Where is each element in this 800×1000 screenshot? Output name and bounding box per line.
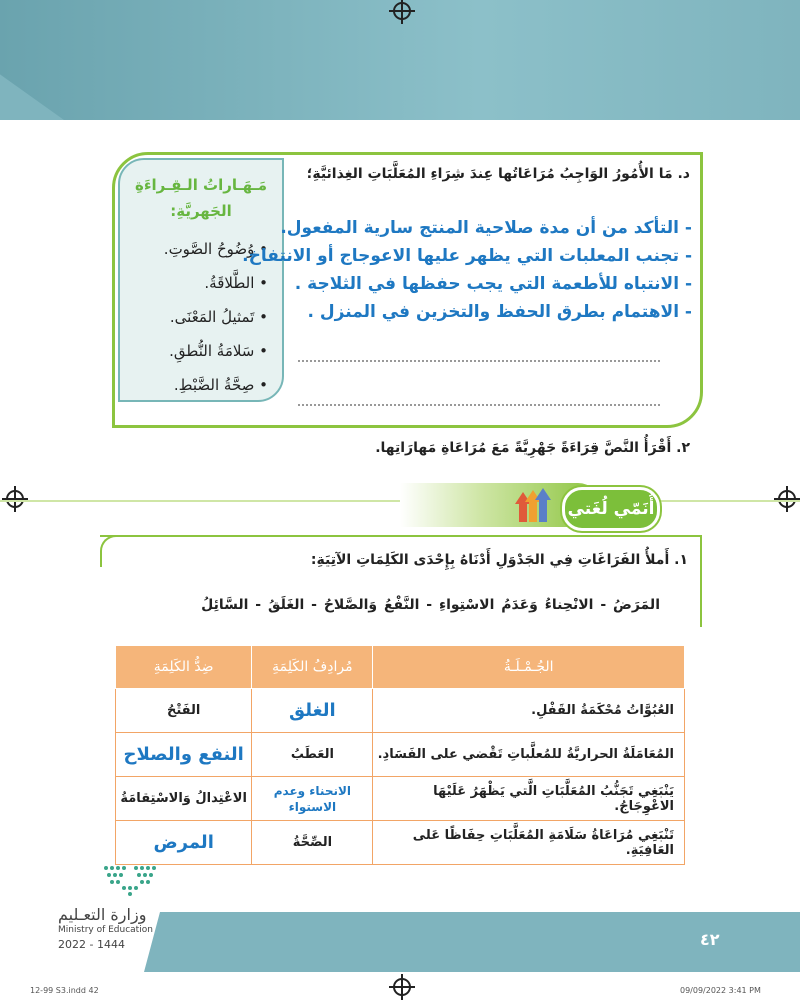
question-1: ١. أَملأُ الفَرَاغَاتِ فِي الجَدْوَلِ أَدْنَاهُ بِإِحْدَى الكَلِمَاتِ الآتِيَةِ: [310, 552, 688, 568]
header-sentence: الجُـمْـلَـةُ [373, 646, 685, 689]
page-number: ٤٢ [700, 930, 720, 949]
answer-line[interactable]: - تجنب المعلبات التي يظهر عليها الاعوجاج أو الانتفاخ. [242, 246, 692, 266]
growth-arrows-icon [515, 488, 555, 524]
ministry-year: 2022 - 1444 [58, 938, 125, 951]
skill-item: • سَلامَةُ النُّطقِ. [120, 334, 268, 368]
sentence-cell: العُبُوَّاتُ مُحْكَمَةُ القَفْلِ. [373, 689, 685, 733]
exercise-box [100, 535, 702, 627]
header-synonym: مُرادِفُ الكَلِمَةِ [252, 646, 373, 689]
answer-line[interactable]: - الاهتمام بطرق الحفظ والتخزين في المنزل . [307, 302, 692, 322]
section-title: أُنَمّي لُغَتي [562, 487, 660, 531]
word-bank: المَرَضُ - الانْحِناءُ وَعَدَمُ الاسْتِواءِ - النَّفْعُ وَالصَّلاحُ - الغَلَقُ - السَّائِلُ [201, 597, 660, 613]
registration-mark-icon [393, 978, 411, 996]
ministry-name-english: Ministry of Education [58, 925, 153, 935]
sentence-cell: المُعَامَلَةُ الحراريَّةُ للمُعلَّباتِ تَقْضي على الفَسَادِ. [373, 733, 685, 777]
header-antonym: ضِدُّ الكَلِمَةِ [116, 646, 252, 689]
synonym-antonym-table [115, 645, 685, 865]
skills-title: مَـهَـاراتُ الـقِـراءَةِ الجَهريَّةِ: [135, 176, 267, 220]
registration-mark-icon [393, 2, 411, 20]
registration-mark-icon [6, 490, 24, 508]
synonym-cell[interactable]: الغلق [252, 689, 373, 733]
table-row [116, 689, 685, 733]
synonym-cell: العَطَبُ [252, 733, 373, 777]
antonym-cell: الاعْتِدالُ وَالاسْتِقامَةُ [116, 777, 252, 821]
skill-item: • وُضُوحُ الصَّوتِ. [120, 232, 268, 266]
table-row [116, 777, 685, 821]
antonym-cell[interactable]: النفع والصلاح [116, 733, 252, 777]
table-row [116, 733, 685, 777]
answer-line[interactable]: - التأكد من أن مدة صلاحية المنتج سارية المفعول. [280, 218, 692, 238]
skill-item: • تَمثيلُ المَعْنَى. [120, 300, 268, 334]
skill-item: • الطَّلاقَةُ. [120, 266, 268, 300]
question-2: ٢. أَقْرَأُ النَّصَّ قِرَاءَةً جَهْرِيَّةً مَعَ مُرَاعَاةِ مَهارَاتِها. [375, 440, 690, 456]
question-d: د. مَا الأُمُورُ الوَاجِبُ مُرَاعَاتُها عِندَ شِرَاءِ المُعَلَّبَاتِ الغِذائيَّةِ؛ [306, 166, 690, 182]
table-row [116, 821, 685, 865]
ministry-logo-icon [100, 862, 160, 898]
imprint-file: 12-99 S3.indd 42 [30, 986, 99, 995]
skill-item: • صِحَّةُ الضَّبْطِ. [120, 368, 268, 402]
skills-box [118, 158, 284, 402]
sentence-cell: تَنْبَغِي مُرَاعَاةُ سَلَامَةِ المُعَلَّبَاتِ حِفَاظًا عَلى العَافِيَةِ. [373, 821, 685, 865]
synonym-cell: الصِّحَّةُ [252, 821, 373, 865]
imprint-date: 09/09/2022 3:41 PM [680, 986, 761, 995]
sentence-cell: يَنْبَغِي تَجَنُّبُ المُعَلَّبَاتِ الَّتي يَظْهَرُ عَلَيْهَا الاعْوِجَاجُ. [373, 777, 685, 821]
answer-dotted-line[interactable] [298, 360, 660, 362]
antonym-cell[interactable]: المرض [116, 821, 252, 865]
antonym-cell: الفَتْحُ [116, 689, 252, 733]
registration-mark-icon [778, 490, 796, 508]
answer-line[interactable]: - الانتباه للأطعمة التي يجب حفظها في الثلاجة . [294, 274, 692, 294]
synonym-cell[interactable]: الانحناء وعدم الاستواء [252, 777, 373, 821]
ministry-name-arabic: وزارة التعـليم [58, 905, 147, 924]
exercise-box-corner [100, 535, 122, 567]
answer-dotted-line[interactable] [298, 404, 660, 406]
